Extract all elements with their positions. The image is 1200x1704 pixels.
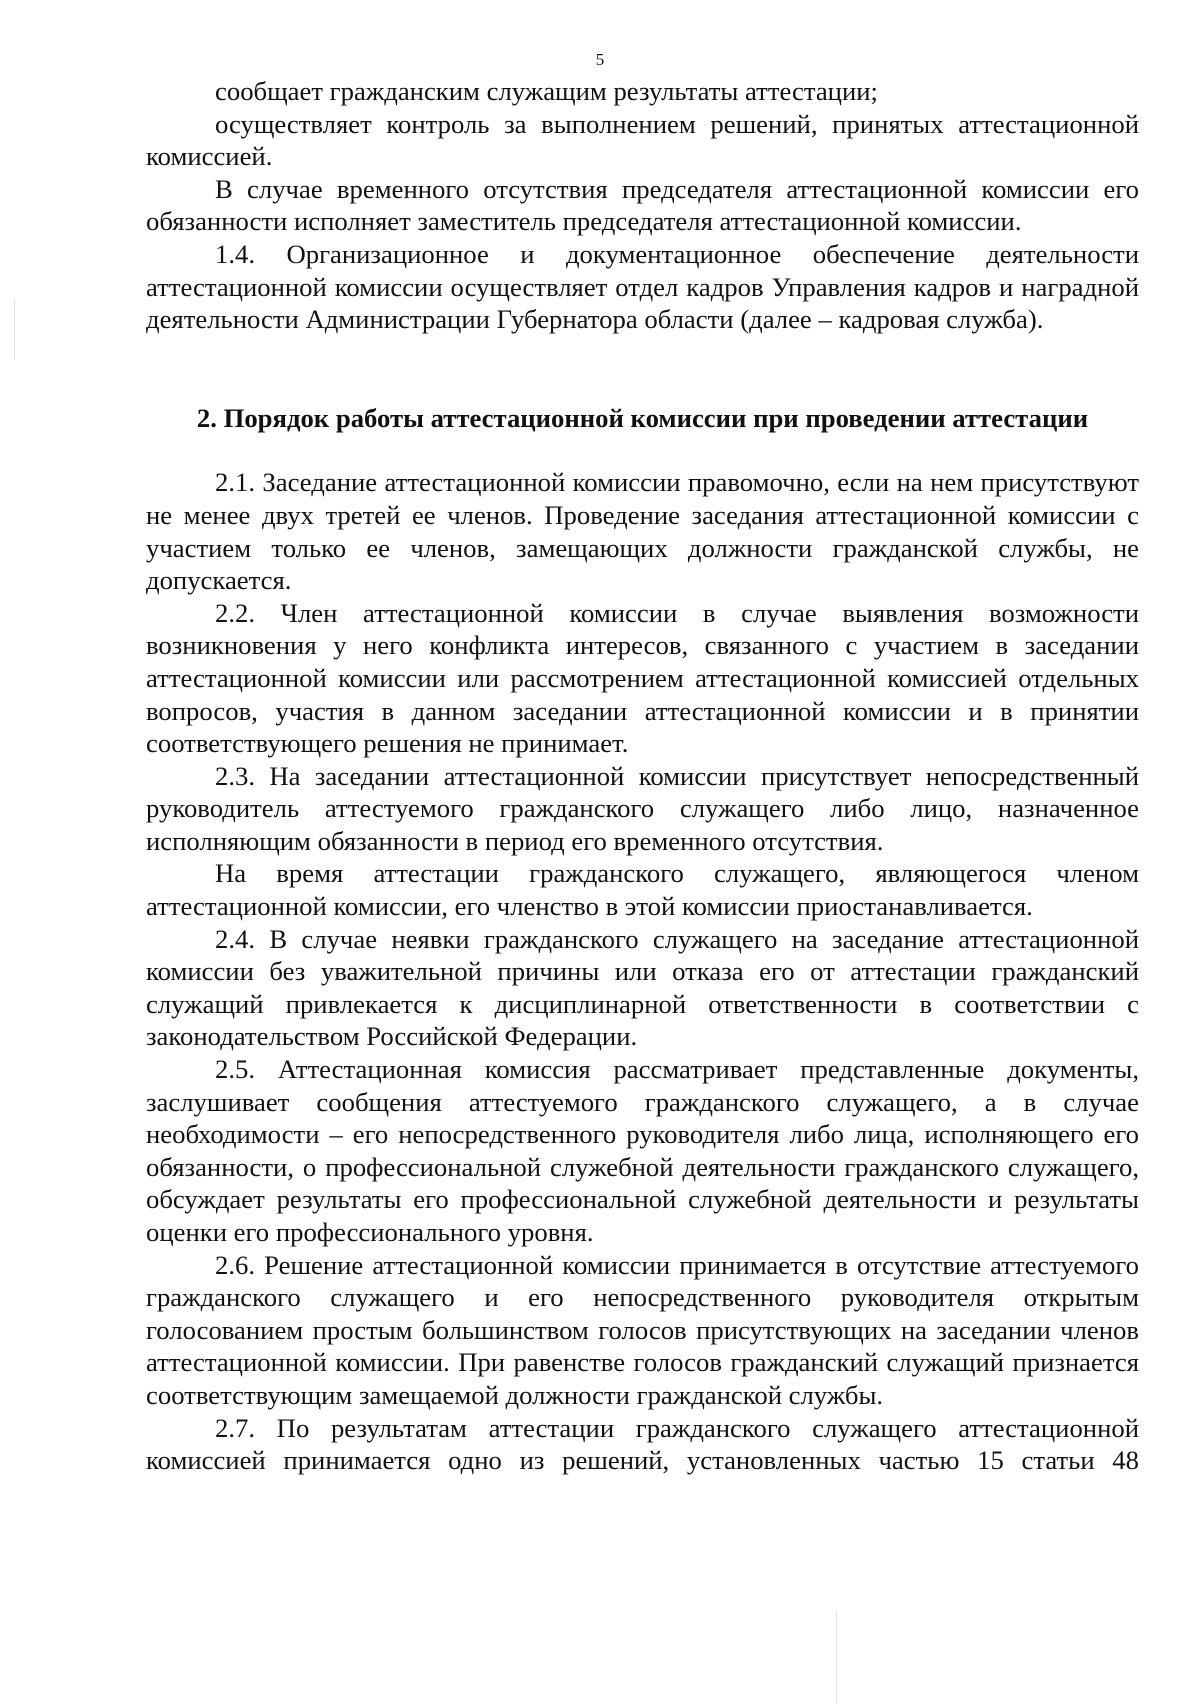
page-edge-shadow bbox=[14, 300, 15, 360]
section-heading: 2. Порядок работы аттестационной комиссии при проведении аттестации bbox=[196, 402, 1089, 433]
paragraph-2: осуществляет контроль за выполнением решений, принятых аттестационной комиссией. bbox=[146, 108, 1139, 172]
paragraph-1-4: 1.4. Организационное и документационное обеспечение деятельности аттестационной комиссии осуществляет отдел кадров Управления кадров и наградной деятельности Администрации Губернатора области (далее – кадровая служба). bbox=[146, 238, 1139, 335]
document-body bbox=[146, 75, 1139, 1477]
paragraph-2-3-b: На время аттестации гражданского служащего, являющегося членом аттестационной комиссии, его членство в этой комиссии приостанавливается. bbox=[146, 858, 1139, 922]
paragraph-3: В случае временного отсутствия председателя аттестационной комиссии его обязанности исполняет заместитель председателя аттестационной комиссии. bbox=[146, 173, 1139, 237]
paragraph-2-7: 2.7. По результатам аттестации гражданского служащего аттестационной комиссией принимается одно из решений, установленных частью 15 статьи 48 bbox=[146, 1412, 1139, 1476]
page-edge-shadow bbox=[836, 1610, 837, 1704]
paragraph-2-2: 2.2. Член аттестационной комиссии в случае выявления возможности возникновения у него конфликта интересов, связанного с участием в заседании аттестационной комиссии или рассмотрением аттестационной комиссией отдельных вопросов, участия в данном заседании аттестационной комиссии и в принятии соответствующего решения не принимает. bbox=[146, 597, 1139, 759]
paragraph-2-5: 2.5. Аттестационная комиссия рассматривает представленные документы, заслушивает сообщения аттестуемого гражданского служащего, а в случае необходимости – его непосредственного руководителя либо лица, исполняющего его обязанности, о профессиональной служебной деятельности гражданского служащего, обсуждает результаты его профессиональной служебной деятельности и результаты оценки его профессионального уровня. bbox=[146, 1054, 1139, 1247]
paragraph-2-4: 2.4. В случае неявки гражданского служащего на заседание аттестационной комиссии без уважительной причины или отказа его от аттестации гражданский служащий привлекается к дисциплинарной ответственности в соответствии с законодательством Российской Федерации. bbox=[146, 923, 1139, 1052]
paragraph-1: сообщает гражданским служащим результаты аттестации; bbox=[215, 76, 878, 106]
paragraph-2-1: 2.1. Заседание аттестационной комиссии правомочно, если на нем присутствуют не менее двух третей ее членов. Проведение заседания аттестационной комиссии с участием только ее членов, замещающих должности гражданской службы, не допускается. bbox=[146, 467, 1139, 596]
paragraph-2-3: 2.3. На заседании аттестационной комиссии присутствует непосредственный руководитель аттестуемого гражданского служащего либо лицо, назначенное исполняющим обязанности в период его временного отсутствия. bbox=[146, 760, 1139, 856]
page-number: 5 bbox=[595, 50, 605, 69]
paragraph-2-6: 2.6. Решение аттестационной комиссии принимается в отсутствие аттестуемого гражданского служащего и его непосредственного руководителя открытым голосованием простым большинством голосов присутствующих на заседании членов аттестационной комиссии. При равенстве голосов гражданский служащий признается соответствующим замещаемой должности гражданской службы. bbox=[146, 1249, 1139, 1410]
